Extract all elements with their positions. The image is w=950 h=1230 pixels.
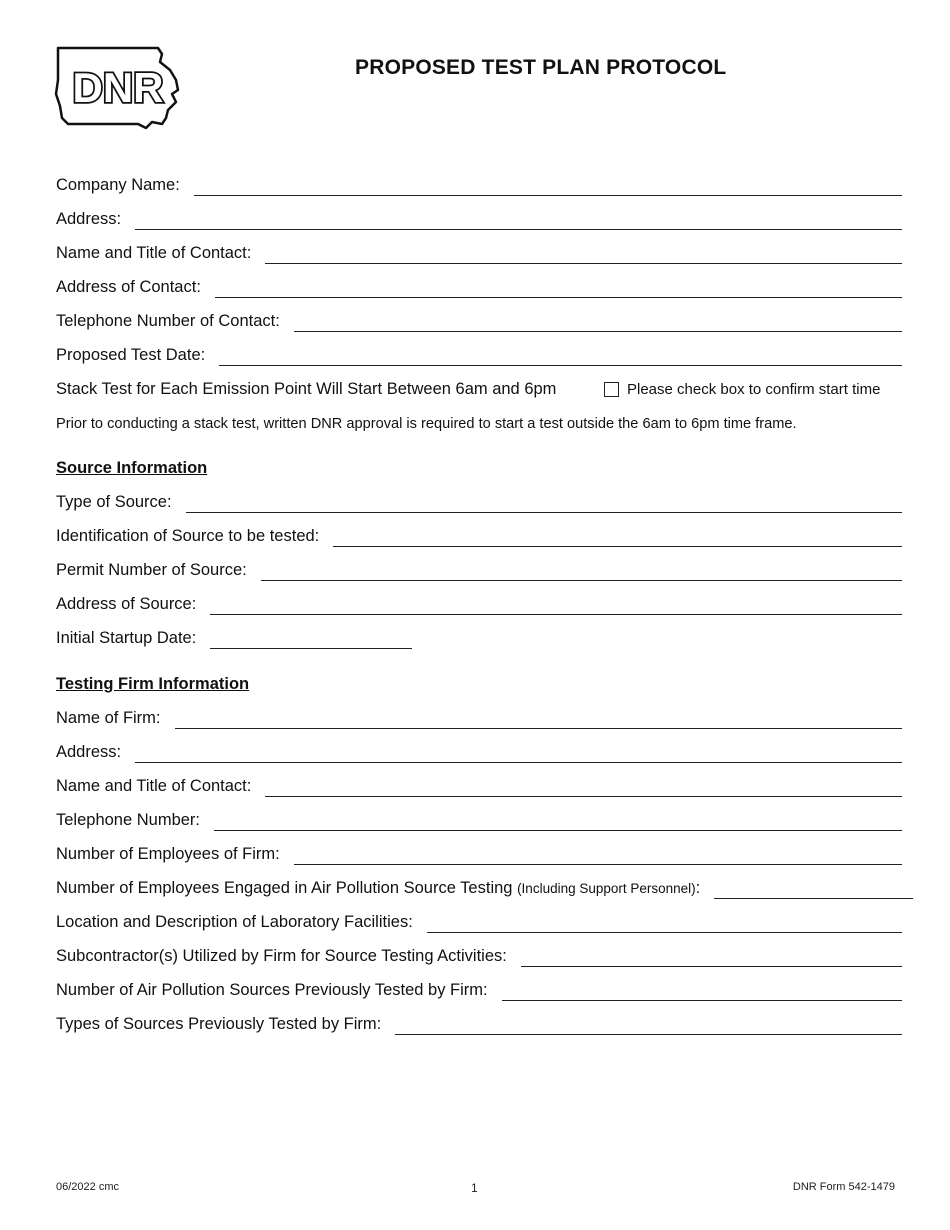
contact-phone-label: Telephone Number of Contact: — [56, 312, 280, 330]
stack-test-statement: Stack Test for Each Emission Point Will Start Between 6am and 6pm — [56, 380, 557, 398]
contact-name-row — [56, 240, 902, 264]
firm-phone-label: Telephone Number: — [56, 811, 201, 829]
firm-address-field[interactable] — [135, 744, 902, 763]
source-address-row — [56, 591, 902, 615]
contact-address-label: Address of Contact: — [56, 278, 201, 296]
firm-contact-row — [56, 773, 902, 797]
source-address-label: Address of Source: — [56, 595, 197, 613]
source-id-row — [56, 523, 902, 547]
air-testing-employees-row — [56, 875, 902, 899]
source-heading: Source Information — [56, 459, 208, 477]
sources-tested-types-field[interactable] — [395, 1016, 902, 1035]
firm-name-row — [56, 705, 902, 729]
contact-address-row — [56, 274, 902, 298]
source-address-field[interactable] — [210, 596, 902, 615]
contact-phone-field[interactable] — [294, 313, 902, 332]
sources-tested-types-row — [56, 1011, 902, 1035]
sources-tested-count-field[interactable] — [502, 982, 902, 1001]
permit-number-label: Permit Number of Source: — [56, 561, 247, 579]
contact-address-field[interactable] — [215, 279, 902, 298]
lab-facilities-label: Location and Description of Laboratory Facilities: — [56, 913, 413, 931]
company-address-field[interactable] — [135, 211, 902, 230]
contact-phone-row — [56, 308, 902, 332]
permit-number-field[interactable] — [261, 562, 902, 581]
lab-facilities-row — [56, 909, 902, 933]
test-date-field[interactable] — [219, 347, 902, 366]
source-type-label: Type of Source: — [56, 493, 172, 511]
sources-tested-count-row — [56, 977, 902, 1001]
source-type-row — [56, 489, 902, 513]
test-date-label: Proposed Test Date: — [56, 346, 206, 364]
source-id-field[interactable] — [333, 528, 902, 547]
air-testing-employees-text: Number of Employees Engaged in Air Pollution Source Testing — [56, 879, 513, 897]
company-address-label: Address: — [56, 210, 122, 228]
firm-employees-row — [56, 841, 902, 865]
subcontractors-field[interactable] — [521, 948, 902, 967]
start-time-checkbox-label: Please check box to confirm start time — [627, 381, 881, 398]
firm-employees-field[interactable] — [294, 846, 902, 865]
stack-test-note: Prior to conducting a stack test, written DNR approval is required to start a test outside the 6am to 6pm time frame. — [56, 416, 797, 432]
firm-address-label: Address: — [56, 743, 122, 761]
air-testing-employees-note: (Including Support Personnel) — [517, 881, 696, 896]
dnr-logo — [54, 44, 182, 130]
air-testing-employees-label: Number of Employees Engaged in Air Pollution Source Testing (Including Support Personnel): — [56, 879, 701, 897]
firm-phone-row — [56, 807, 902, 831]
contact-name-field[interactable] — [265, 245, 902, 264]
sources-tested-count-label: Number of Air Pollution Sources Previously Tested by Firm: — [56, 981, 488, 999]
footer-page-number: 1 — [471, 1181, 478, 1195]
startup-date-field[interactable] — [210, 630, 412, 649]
firm-name-field[interactable] — [175, 710, 902, 729]
firm-heading: Testing Firm Information — [56, 675, 250, 693]
firm-phone-field[interactable] — [214, 812, 902, 831]
firm-contact-label: Name and Title of Contact: — [56, 777, 252, 795]
start-time-checkbox[interactable] — [604, 382, 619, 397]
start-time-confirm[interactable] — [604, 381, 880, 398]
startup-date-label: Initial Startup Date: — [56, 629, 197, 647]
footer-form-number: DNR Form 542-1479 — [792, 1181, 895, 1193]
company-address-row — [56, 206, 902, 230]
lab-facilities-field[interactable] — [427, 914, 902, 933]
subcontractors-row — [56, 943, 902, 967]
source-id-label: Identification of Source to be tested: — [56, 527, 320, 545]
sources-tested-types-label: Types of Sources Previously Tested by Firm: — [56, 1015, 382, 1033]
startup-date-row — [56, 625, 902, 649]
company-name-row — [56, 172, 902, 196]
company-name-label: Company Name: — [56, 176, 180, 194]
firm-employees-label: Number of Employees of Firm: — [56, 845, 280, 863]
page-title: PROPOSED TEST PLAN PROTOCOL — [355, 56, 727, 79]
source-type-field[interactable] — [186, 494, 902, 513]
firm-name-label: Name of Firm: — [56, 709, 161, 727]
contact-name-label: Name and Title of Contact: — [56, 244, 252, 262]
svg-text:DNR: DNR — [72, 64, 164, 111]
firm-address-row — [56, 739, 902, 763]
permit-number-row — [56, 557, 902, 581]
subcontractors-label: Subcontractor(s) Utilized by Firm for Source Testing Activities: — [56, 947, 507, 965]
footer-date-code: 06/2022 cmc — [56, 1181, 119, 1193]
test-date-row — [56, 342, 902, 366]
air-testing-employees-field[interactable] — [714, 880, 913, 899]
company-name-field[interactable] — [194, 177, 902, 196]
firm-contact-field[interactable] — [265, 778, 902, 797]
